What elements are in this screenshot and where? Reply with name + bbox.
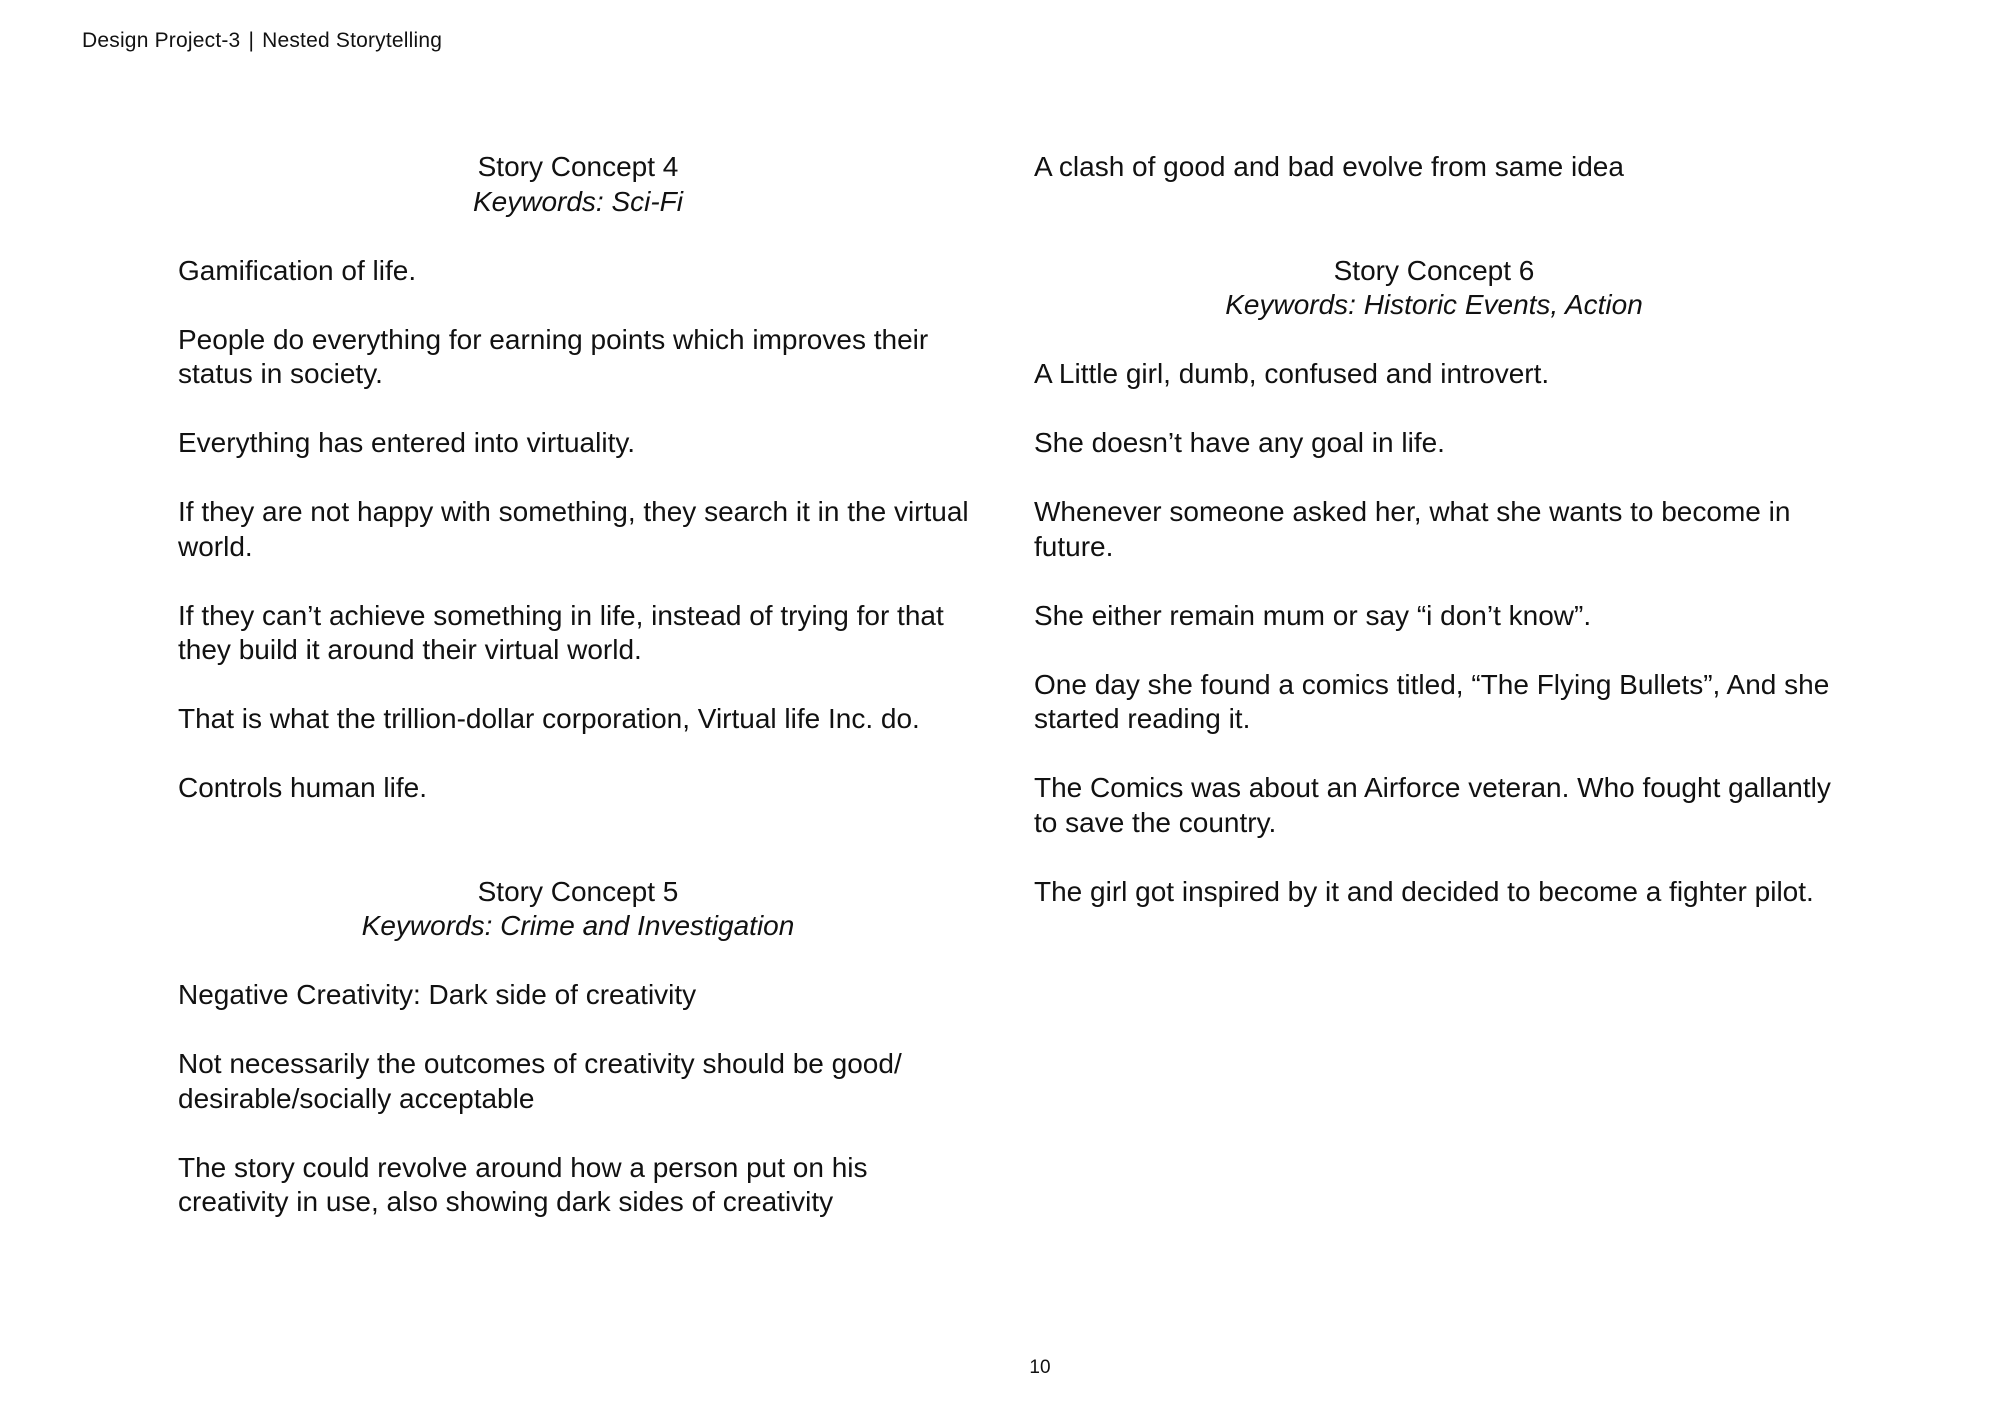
concept-6-paragraph: She doesn’t have any goal in life.	[1034, 427, 1445, 458]
concept-4-paragraph: If they are not happy with something, they search it in the virtual world.	[178, 496, 969, 562]
concept-5-heading	[178, 875, 978, 944]
page-number: 10	[1029, 1357, 1051, 1378]
concept-4-keywords: Keywords: Sci-Fi	[472, 185, 684, 217]
concept-6-title: Story Concept 6	[1333, 254, 1535, 286]
concept-5-continuation: A clash of good and bad evolve from same idea	[1034, 151, 1624, 182]
concept-5-paragraph: Negative Creativity: Dark side of creativity	[178, 979, 697, 1010]
left-column	[178, 150, 978, 1220]
concept-6-paragraph: The girl got inspired by it and decided to become a fighter pilot.	[1034, 875, 1814, 907]
section-spacer	[1034, 219, 1834, 254]
concept-6-paragraph: A Little girl, dumb, confused and introvert.	[1034, 358, 1550, 389]
concept-4-paragraph: Gamification of life.	[178, 254, 417, 286]
concept-4-paragraph: Everything has entered into virtuality.	[178, 427, 636, 458]
concept-5-keywords: Keywords: Crime and Investigation	[361, 910, 795, 941]
header-separator: |	[248, 29, 255, 52]
concept-4-heading	[178, 150, 978, 219]
project-name: Design Project-3	[82, 29, 241, 52]
concept-5-title: Story Concept 5	[477, 875, 679, 907]
concept-4-paragraph: People do everything for earning points which improves their status in society.	[178, 323, 929, 389]
section-spacer	[178, 840, 978, 875]
concept-6-paragraph: One day she found a comics titled, “The Flying Bullets”, And she started reading it.	[1034, 668, 1830, 734]
concept-6-paragraph: The Comics was about an Airforce veteran. Who fought gallantly to save the country.	[1034, 772, 1831, 838]
project-topic: Nested Storytelling	[262, 29, 443, 52]
concept-4-paragraph: If they can’t achieve something in life, instead of trying for that they build it around their virtual world.	[178, 599, 944, 665]
concept-5-paragraph: The story could revolve around how a person put on his creativity in use, also showing dark sides of creativity	[178, 1151, 868, 1217]
concept-4-paragraph: That is what the trillion-dollar corporation, Virtual life Inc. do.	[178, 703, 920, 734]
right-column	[1034, 150, 1834, 909]
concept-6-paragraph: Whenever someone asked her, what she wants to become in future.	[1034, 496, 1791, 562]
document-header	[82, 29, 442, 53]
concept-6-paragraph: She either remain mum or say “i don’t know”.	[1034, 599, 1592, 631]
concept-6-heading	[1034, 254, 1834, 323]
concept-6-keywords: Keywords: Historic Events, Action	[1225, 289, 1643, 320]
concept-4-title: Story Concept 4	[477, 151, 679, 182]
concept-4-paragraph: Controls human life.	[178, 772, 428, 803]
concept-5-paragraph: Not necessarily the outcomes of creativity should be good/ desirable/socially acceptable	[178, 1048, 902, 1114]
